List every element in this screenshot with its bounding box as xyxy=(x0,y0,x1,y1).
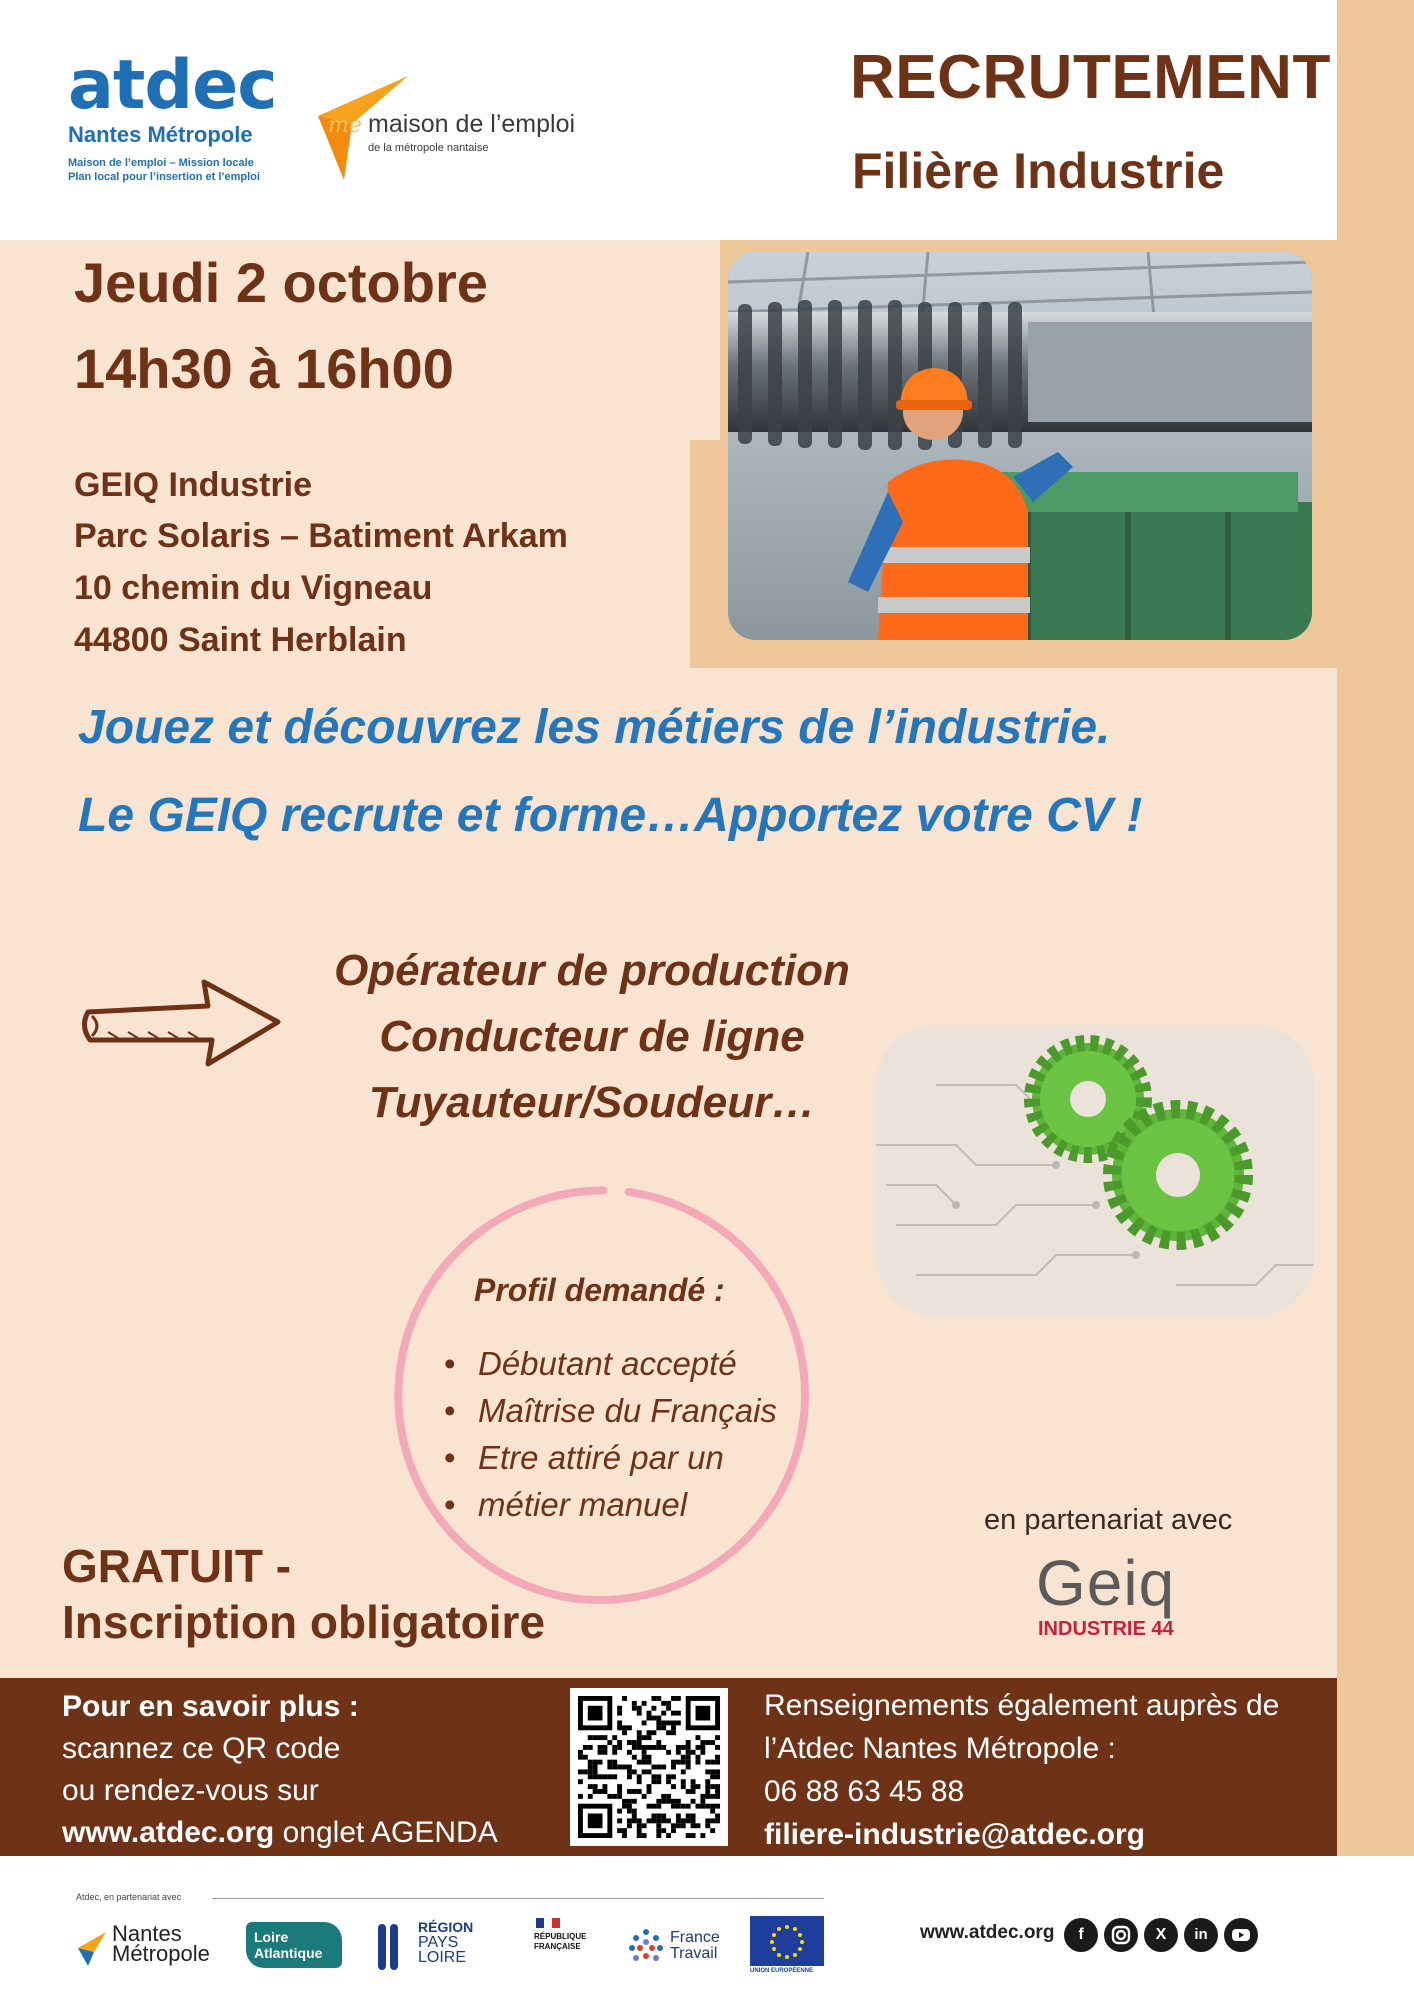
contact-phone[interactable]: 06 88 63 45 88 xyxy=(764,1775,965,1808)
partner-label: en partenariat avec xyxy=(984,1504,1233,1536)
website-link[interactable]: www.atdec.org xyxy=(62,1816,275,1849)
info-right xyxy=(764,1684,1279,1856)
nantes-metropole-mark-icon xyxy=(76,1928,116,1968)
profile-item: • Etre attiré par un xyxy=(442,1434,777,1481)
gears-illustration xyxy=(876,1025,1314,1317)
info-qr-text: scannez ce QR code xyxy=(62,1732,341,1765)
job-2: Conducteur de ligne xyxy=(379,1012,805,1061)
profile-title: Profil demandé : xyxy=(474,1272,725,1308)
region-text-2: PAYS xyxy=(418,1934,459,1951)
region-text-3: LOIRE xyxy=(418,1949,467,1966)
agenda-text: onglet AGENDA xyxy=(274,1816,498,1849)
facebook-icon[interactable]: f xyxy=(1064,1918,1098,1952)
eu-flag-icon xyxy=(750,1916,824,1966)
nantes-metropole-text: Nantes Métropole xyxy=(112,1921,210,1966)
x-icon[interactable]: X xyxy=(1144,1918,1178,1952)
event-date: Jeudi 2 octobre xyxy=(74,251,488,314)
side-strip xyxy=(1337,0,1414,1856)
atdec-tagline-1: Maison de l’emploi – Mission locale xyxy=(68,157,254,169)
union-europeenne-text: UNION EUROPÉENNE xyxy=(750,1968,814,1974)
geiq-logo-word: Geiq xyxy=(1036,1547,1176,1619)
job-3: Tuyauteur/Soudeur… xyxy=(368,1078,816,1127)
atdec-tagline-2: Plan local pour l’insertion et l’emploi xyxy=(68,171,260,183)
footer-website-link[interactable]: www.atdec.org xyxy=(920,1922,1055,1943)
svg-text:me: me xyxy=(328,113,362,138)
republique-francaise-logo xyxy=(532,1916,606,1972)
france-travail-text: France Travail xyxy=(670,1929,720,1962)
footer-divider xyxy=(212,1898,824,1899)
geiq-logo-subtitle: INDUSTRIE 44 xyxy=(1038,1618,1174,1640)
qr-code-icon xyxy=(578,1696,720,1838)
info-contact-line-1: Renseignements également auprès de xyxy=(764,1689,1280,1722)
info-title: Pour en savoir plus : xyxy=(62,1690,359,1723)
profile-list xyxy=(442,1340,777,1528)
address-line-3: 10 chemin du Vigneau xyxy=(74,569,433,607)
gratuit-line-1: GRATUIT - xyxy=(62,1540,292,1592)
loire-atlantique-text: Loire Atlantique xyxy=(246,1922,342,1968)
profile-item: • Débutant accepté xyxy=(442,1340,777,1387)
address-line-2: Parc Solaris – Batiment Arkam xyxy=(74,517,568,555)
profile-item-continuation: • métier manuel xyxy=(442,1481,777,1528)
atdec-logo-tagline xyxy=(68,156,308,184)
region-text-1: RÉGION xyxy=(418,1919,474,1935)
linkedin-icon[interactable]: in xyxy=(1184,1918,1218,1952)
france-travail-logo xyxy=(626,1916,726,1972)
atdec-logo-subtitle: Nantes Métropole xyxy=(68,122,253,147)
atdec-logo xyxy=(68,48,308,184)
france-travail-mark-icon xyxy=(626,1926,666,1966)
photo-backing-notch xyxy=(690,240,720,440)
youtube-icon[interactable] xyxy=(1224,1918,1258,1952)
info-contact-line-2: l’Atdec Nantes Métropole : xyxy=(764,1732,1116,1765)
geiq-logo xyxy=(1036,1548,1216,1648)
page-subtitle: Filière Industrie xyxy=(852,143,1225,199)
atdec-logo-word: atdec xyxy=(68,46,277,125)
gears-image xyxy=(876,1025,1314,1317)
gratuit-line-2: Inscription obligatoire xyxy=(62,1596,546,1648)
gratuit-notice xyxy=(62,1538,545,1650)
region-pays-loire-logo xyxy=(378,1916,498,1972)
job-1: Opérateur de production xyxy=(334,946,850,995)
address-line-4: 44800 Saint Herblain xyxy=(74,621,407,659)
maison-emploi-title: maison de l’emploi xyxy=(368,110,576,138)
qr-code[interactable] xyxy=(570,1688,728,1846)
right-arrow-icon xyxy=(78,976,288,1068)
maison-emploi-subtitle: de la métropole nantaise xyxy=(368,142,489,154)
industry-worker-illustration xyxy=(728,252,1312,640)
event-time: 14h30 à 16h00 xyxy=(74,337,454,400)
instagram-icon[interactable] xyxy=(1104,1918,1138,1952)
contact-email[interactable]: filiere-industrie@atdec.org xyxy=(764,1818,1145,1851)
address-line-1: GEIQ Industrie xyxy=(74,466,313,504)
slogan-2: Le GEIQ recrute et forme…Apportez votre CV ! xyxy=(78,789,1143,842)
loire-atlantique-logo xyxy=(246,1916,342,1972)
industry-worker-photo xyxy=(728,252,1312,640)
union-europeenne-logo xyxy=(750,1916,826,1972)
info-left xyxy=(62,1686,498,1854)
info-visit-text: ou rendez-vous sur xyxy=(62,1774,319,1807)
maison-emploi-logo xyxy=(312,72,602,182)
footer-partner-caption: Atdec, en partenariat avec xyxy=(76,1892,182,1902)
slogan-1: Jouez et découvrez les métiers de l’industrie. xyxy=(78,701,1111,754)
republique-francaise-text: RÉPUBLIQUE FRANÇAISE xyxy=(534,1932,587,1951)
profile-item: • Maîtrise du Français xyxy=(442,1387,777,1434)
nantes-metropole-logo xyxy=(76,1916,226,1972)
page-title: RECRUTEMENT xyxy=(850,43,1331,112)
